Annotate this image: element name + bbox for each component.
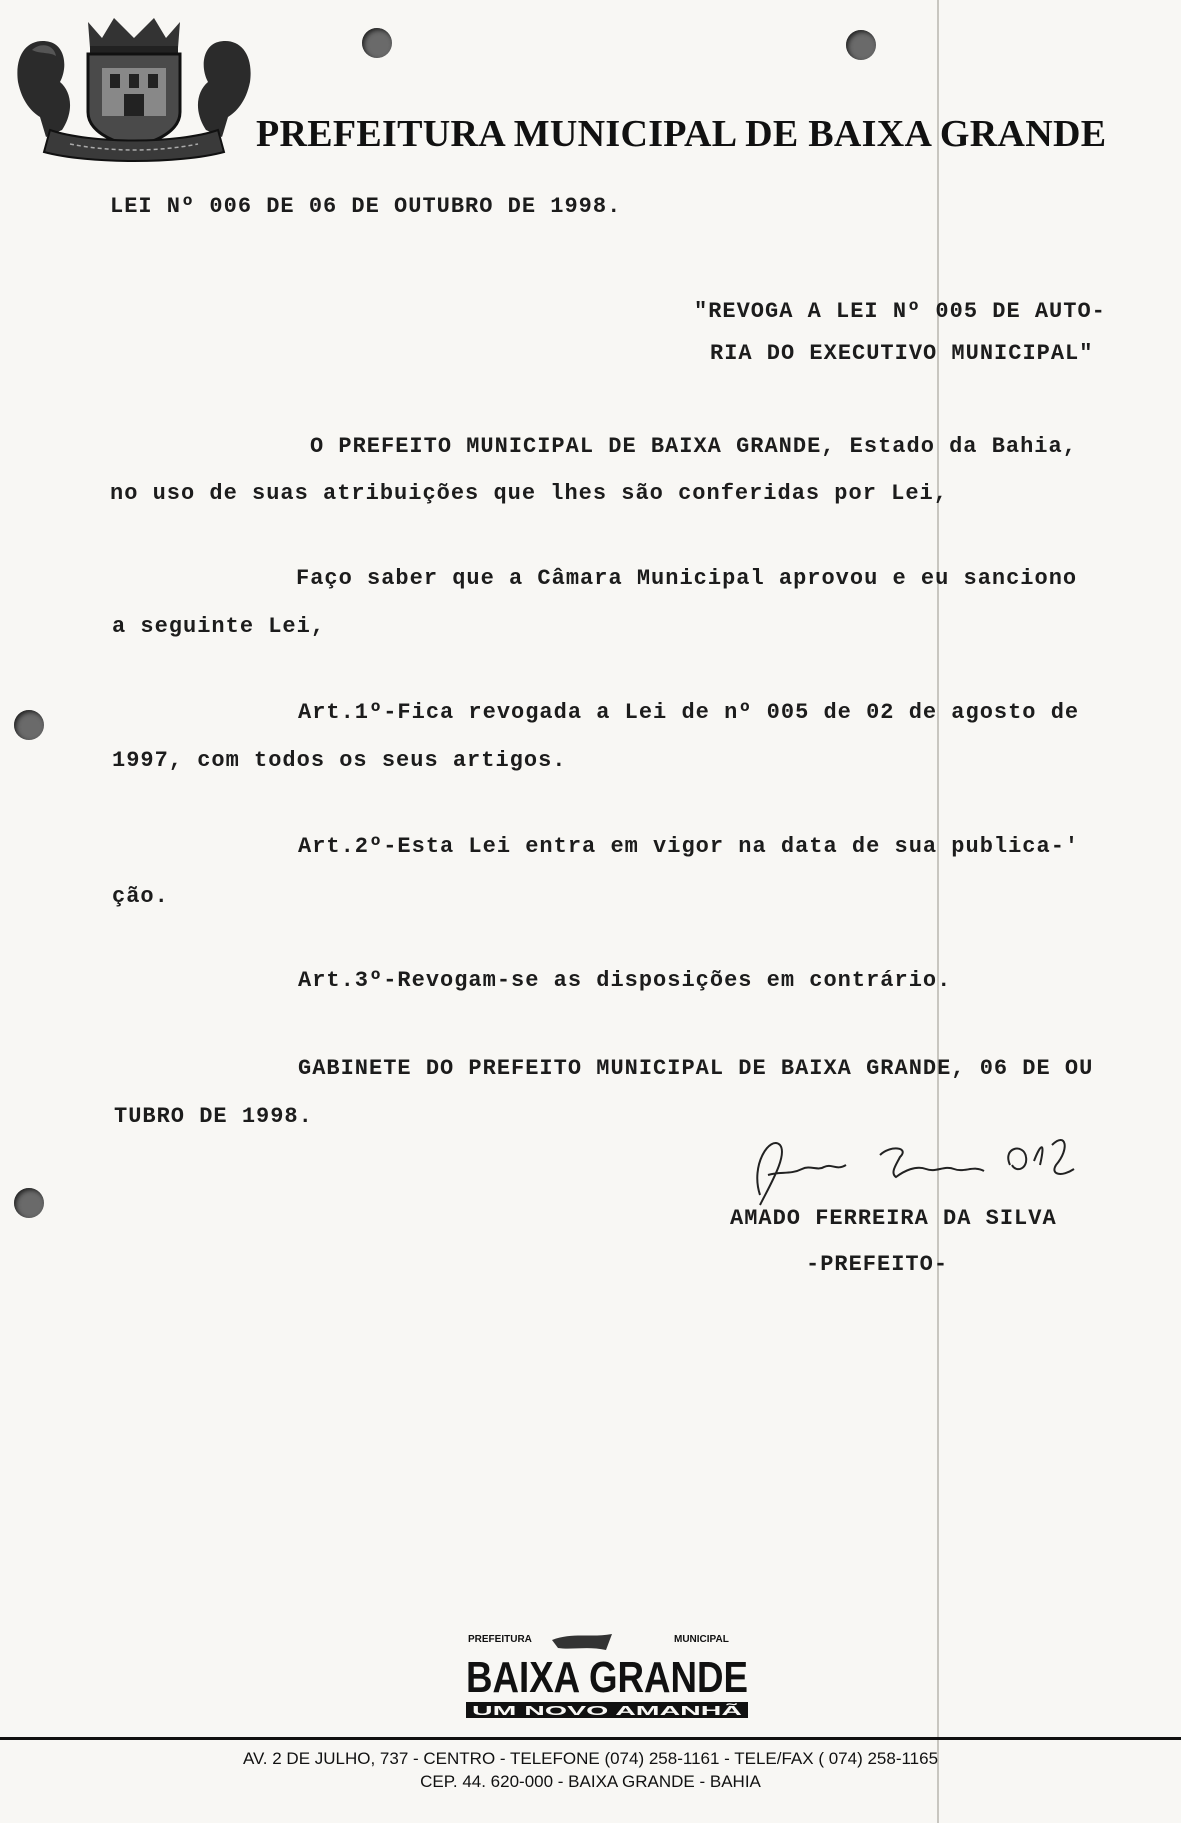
municipal-crest — [10, 12, 258, 162]
svg-text:BAIXA GRANDE: BAIXA GRANDE — [466, 1653, 748, 1702]
punch-hole-left-lower — [14, 1188, 44, 1218]
law-summary-line-2: RIA DO EXECUTIVO MUNICIPAL" — [710, 341, 1094, 366]
enactment-line-2: a seguinte Lei, — [112, 614, 326, 639]
article-1-line-1: Art.1º-Fica revogada a Lei de nº 005 de 02 de agosto de — [298, 700, 1080, 725]
article-2-line-1: Art.2º-Esta Lei entra em vigor na data de sua publica-' — [298, 834, 1080, 859]
law-number: LEI Nº 006 DE 06 DE OUTUBRO DE 1998. — [110, 194, 622, 219]
handwritten-signature — [740, 1125, 1140, 1215]
page-title: PREFEITURA MUNICIPAL DE BAIXA GRANDE — [256, 113, 1107, 155]
baixa-grande-logo — [462, 1628, 752, 1728]
paper-fold-line — [937, 0, 939, 1823]
enactment-line-1: Faço saber que a Câmara Municipal aprovou e eu sanciono — [296, 566, 1078, 591]
preamble-line-2: no uso de suas atribuições que lhes são conferidas por Lei, — [110, 481, 948, 506]
article-1-line-2: 1997, com todos os seus artigos. — [112, 748, 567, 773]
svg-text:UM NOVO AMANHÃ: UM NOVO AMANHÃ — [472, 1703, 744, 1718]
article-3: Art.3º-Revogam-se as disposições em contrário. — [298, 968, 952, 993]
footer-divider — [0, 1737, 1181, 1740]
article-2-line-2: ção. — [112, 884, 169, 909]
law-summary-line-1: "REVOGA A LEI Nº 005 DE AUTO- — [694, 299, 1106, 324]
punch-hole-top-left — [362, 28, 392, 58]
closing-line-1: GABINETE DO PREFEITO MUNICIPAL DE BAIXA GRANDE, 06 DE OU — [298, 1056, 1094, 1081]
svg-text:MUNICIPAL: MUNICIPAL — [674, 1634, 729, 1645]
closing-line-2: TUBRO DE 1998. — [114, 1104, 313, 1129]
footer-postal: CEP. 44. 620-000 - BAIXA GRANDE - BAHIA — [420, 1772, 761, 1791]
footer-address: AV. 2 DE JULHO, 737 - CENTRO - TELEFONE (074) 258-1161 - TELE/FAX ( 074) 258-1165 — [242, 1749, 939, 1768]
svg-text:PREFEITURA: PREFEITURA — [468, 1634, 532, 1645]
signatory-name: AMADO FERREIRA DA SILVA — [730, 1206, 1057, 1231]
punch-hole-left-upper — [14, 710, 44, 740]
preamble-line-1: O PREFEITO MUNICIPAL DE BAIXA GRANDE, Estado da Bahia, — [310, 434, 1077, 459]
punch-hole-top-right — [846, 30, 876, 60]
signatory-role: -PREFEITO- — [806, 1252, 949, 1277]
